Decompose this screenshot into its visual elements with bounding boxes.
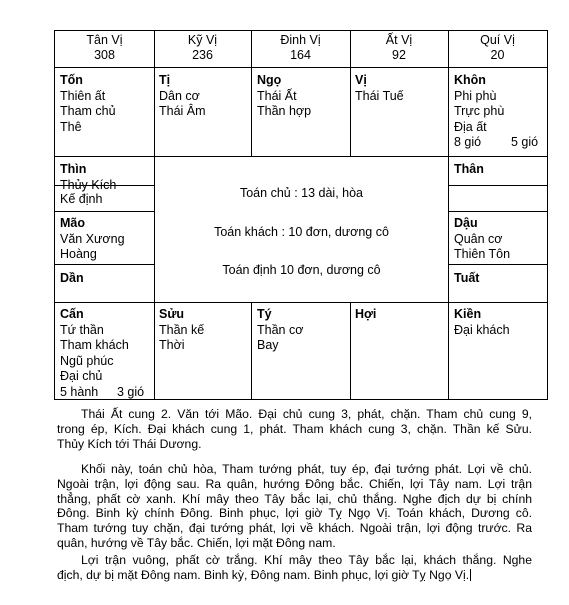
cell-line: Thủy Kích [60,177,117,192]
row-divider [448,211,547,212]
column-divider [448,156,449,399]
cell-title: Dậu [454,216,478,230]
text-line: Khối này, toán chủ hòa, Tham tướng phát, tuy ép, đại tướng phát. Lợi về chủ. [81,462,532,476]
header-value: 20 [490,48,505,62]
cell-line: Thái Tuế [355,88,404,103]
header-name: Kỹ Vị [187,33,218,47]
text-line: Ngoài trận, lợi động sau. Ra quân, hướng Đông bắc. Chiến, lợi Tây nam. Lợi trận [57,476,532,491]
header-name: Đinh Vị [280,33,321,47]
row-divider [55,264,154,265]
cell-title: Mão [60,216,85,230]
text-line [57,568,532,583]
text-line: quân, hướng về Tây bắc. Chiến, lợi mặt Đông nam. [57,535,336,550]
cell-line: Địa ất [454,119,487,134]
row-divider [55,67,547,68]
cell-line: Thái Ất [257,88,297,103]
cell-line: Thần kế [159,322,205,337]
cell-title: Khôn [454,73,486,87]
center-line: Toán định 10 đơn, dương cô [222,263,381,277]
text-cursor[interactable] [470,569,471,581]
cell-than [454,162,484,178]
cell-line: Trực phù [454,104,505,118]
header-cell [448,33,547,63]
cell-line: Phi phù [454,88,497,103]
cell-line: Tham khách [60,338,129,352]
cell-line: Thần cơ [257,322,304,337]
cell-line: Thái Âm [159,104,206,118]
row-divider [448,185,547,186]
cell-line: Đại khách [454,322,510,337]
cell-extra: 3 gió [117,384,145,399]
text-line: trong ép, Kích. Đại khách cung 1, phát. Tham khách cung 3, chặn. Thần kế Sửu. [57,421,532,436]
cell-line: Tham chủ [60,104,116,118]
column-divider [251,302,252,399]
cell-line: Văn Xương [60,231,125,246]
text-line: Thủy Kích tới Thái Dương. [57,436,202,451]
cell-line: Thiên Tôn [454,247,511,261]
paragraph [57,407,532,451]
header-cell [251,33,350,63]
cell-ty [257,307,303,354]
cell-title: Ngọ [257,73,282,87]
cell-title: Tý [257,307,272,321]
cell-vi [355,73,404,104]
cell-line: Dân cơ [159,88,200,103]
cell-suu [159,307,204,354]
cell-title: Vị [355,73,367,87]
header-value: 92 [392,48,406,62]
row-divider [55,211,154,212]
cell-line: Ngũ phúc [60,353,114,368]
cell-line: Kế định [60,192,103,206]
cell-title: Kiền [454,307,482,321]
row-divider [55,302,547,303]
cell-thin [60,162,116,193]
cell-title: Cấn [60,307,84,321]
text-line: Tham tướng tuy chặn, đại tướng phát, lợi về khách. Ngoài trận, lợi động trước. Ra [57,521,532,536]
paragraph [57,462,532,551]
cell-title: Tị [159,73,171,87]
text-line-content: địch, dự bị mặt Đông nam. Binh kỳ, Đông nam. Binh phục, lợi giờ Tỵ Ngọ Vị. [57,567,470,582]
text-line: Đông. Binh kỳ chính Đông. Binh phục, lợi giờ Tỵ Ngọ Vị. Toán khách, Dương cô. [57,506,532,521]
cell-line: Bay [257,338,279,352]
text-line: thẳng, phất cờ xanh. Khí mây theo Tây bắc lại, chủ thắng. Nghe địch dự bị chính [57,491,532,506]
cell-title: Thìn [60,162,87,176]
cell-ti [159,73,206,120]
cell-line: Hoàng [60,247,97,261]
row-divider [448,264,547,265]
cell-title: Dần [60,271,84,285]
cell-kien [454,307,510,338]
header-cell [55,33,154,63]
cell-extra-row [454,135,544,151]
text-line: Thái Ất cung 2. Văn tới Mão. Đại chủ cung 3, phát, chặn. Tham chủ cung 9, [81,407,532,421]
cell-line: Thời [159,338,185,352]
text-line: Lợi trận vuông, phất cờ trắng. Khí mây theo Tây bắc lại, khách thắng. Nghe [81,553,532,567]
header-name: Ất Vị [385,33,413,47]
paragraph [57,553,532,583]
cell-extra: 8 gió [454,135,482,149]
cell-extra: 5 gió [511,135,539,149]
header-value: 308 [94,48,115,62]
cell-title: Tuất [454,271,480,285]
cell-line: Quân cơ [454,231,503,246]
center-line: Toán khách : 10 đơn, dương cô [214,225,389,239]
cell-ngo [257,73,311,120]
cell-hoi [355,307,376,323]
header-name: Quí Vị [480,33,515,47]
divination-table [54,30,548,400]
cell-dan [60,271,84,287]
cell-ton [60,73,116,135]
cell-line: Thê [60,119,82,134]
cell-title: Hợi [355,307,377,321]
cell-extra: 5 hành [60,384,99,399]
cell-mao [60,216,125,263]
cell-extra-row [60,385,150,401]
cell-dau [454,216,510,263]
cell-khon [454,73,544,151]
cell-title: Tốn [60,73,83,87]
cell-title: Sửu [159,307,185,321]
cell-line: Thần hợp [257,104,312,118]
cell-can [60,307,150,401]
header-cell [350,33,448,63]
cell-thin-extra [60,192,102,208]
center-line: Toán chủ : 13 dài, hòa [239,186,363,200]
header-name: Tân Vị [86,33,123,47]
cell-line: Thiên ất [60,88,106,103]
cell-line: Tứ thần [60,322,104,337]
column-divider [350,302,351,399]
header-value: 236 [192,48,213,62]
cell-line: Đại chủ [60,369,103,383]
header-value: 164 [290,48,311,62]
cell-tuat [454,271,479,287]
header-cell [154,33,251,63]
row-divider [55,156,547,157]
cell-title: Thân [454,162,484,176]
